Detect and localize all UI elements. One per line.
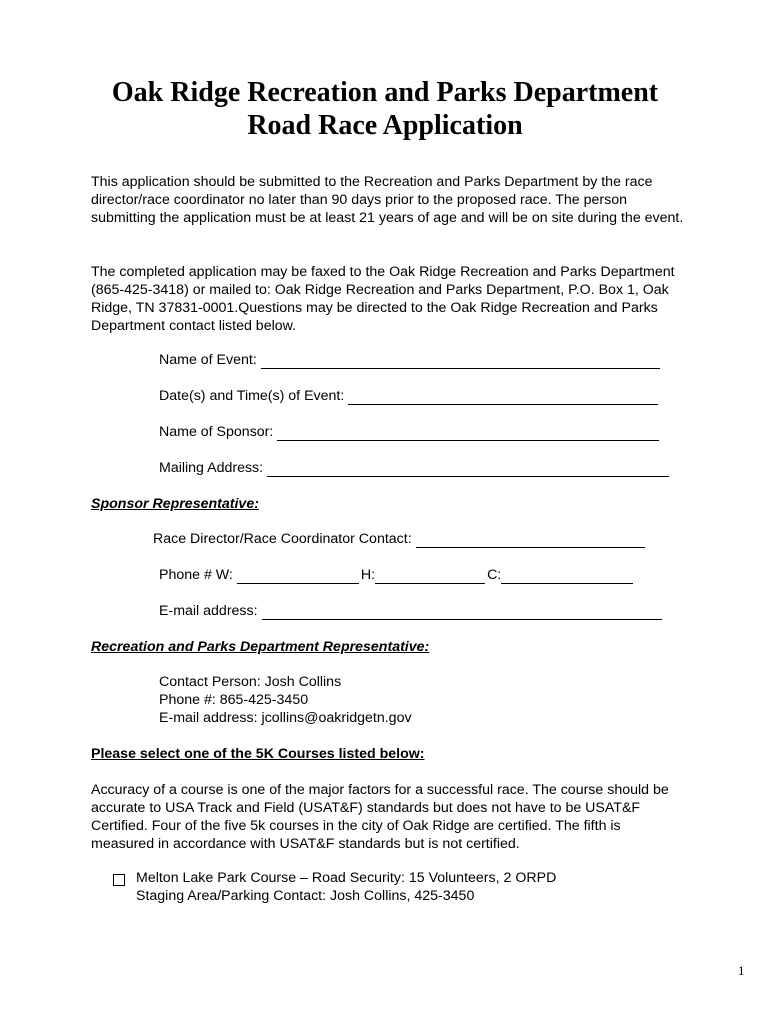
email-input-line[interactable] bbox=[262, 605, 662, 620]
melton-lake-course-line1: Melton Lake Park Course – Road Security: 15 Volunteers, 2 ORPD bbox=[136, 870, 557, 886]
page-number: 1 bbox=[738, 963, 745, 978]
courses-paragraph: Accuracy of a course is one of the major factors for a successful race. The course should be accurate to USA Track and Field (USAT&F) standards but does not have to be USAT&F Certified. Four of the five 5k courses in the city of Oak Ridge are certified. The fifth is measured in accordance with USAT&F standards but is not certified. bbox=[91, 782, 669, 852]
melton-lake-course-line2: Staging Area/Parking Contact: Josh Collins, 425-3450 bbox=[136, 888, 475, 904]
event-dates-input-line[interactable] bbox=[348, 390, 658, 405]
event-name-label: Name of Event: bbox=[159, 352, 257, 368]
phone-home-input-line[interactable] bbox=[375, 569, 485, 584]
mailing-address-label: Mailing Address: bbox=[159, 460, 264, 476]
sponsor-name-field bbox=[159, 423, 659, 441]
dept-contact-person: Contact Person: Josh Collins bbox=[159, 674, 342, 690]
mailing-address-input-line[interactable] bbox=[267, 462, 669, 477]
melton-lake-course-checkbox[interactable] bbox=[113, 874, 125, 886]
phone-field bbox=[159, 566, 633, 584]
coordinator-field bbox=[153, 530, 645, 548]
intro-paragraph-2: The completed application may be faxed to the Oak Ridge Recreation and Parks Department (865-425-3418) or mailed to: Oak Ridge Recreation and Parks Department, P.O. Box 1, Oak Ridge, TN 37831-0001.Questions may be directed to the Oak Ridge Recreation and Parks Department contact listed below. bbox=[91, 264, 675, 334]
dept-contact-phone: Phone #: 865-425-3450 bbox=[159, 692, 309, 708]
dept-contact-email: E-mail address: jcollins@oakridgetn.gov bbox=[159, 710, 412, 726]
dept-rep-heading: Recreation and Parks Department Representative: bbox=[91, 639, 430, 655]
phone-cell-input-line[interactable] bbox=[501, 569, 633, 584]
document-subtitle: Road Race Application bbox=[247, 110, 523, 141]
phone-home-label: H: bbox=[360, 567, 376, 583]
event-name-input-line[interactable] bbox=[261, 354, 660, 369]
coordinator-label: Race Director/Race Coordinator Contact: bbox=[153, 531, 412, 547]
sponsor-name-label: Name of Sponsor: bbox=[159, 424, 274, 440]
mailing-address-field bbox=[159, 459, 669, 477]
phone-work-label: Phone # W: bbox=[159, 567, 233, 583]
phone-work-input-line[interactable] bbox=[237, 569, 359, 584]
sponsor-rep-heading: Sponsor Representative: bbox=[91, 496, 259, 512]
event-name-field bbox=[159, 351, 660, 369]
sponsor-name-input-line[interactable] bbox=[277, 426, 659, 441]
phone-cell-label: C: bbox=[487, 567, 502, 583]
document-title: Oak Ridge Recreation and Parks Department bbox=[111, 77, 659, 108]
intro-paragraph-1: This application should be submitted to the Recreation and Parks Department by the race director/race coordinator no later than 90 days prior to the proposed race. The person submitting the application must be at least 21 years of age and will be on site during the event. bbox=[91, 174, 684, 226]
event-dates-field bbox=[159, 387, 658, 405]
event-dates-label: Date(s) and Time(s) of Event: bbox=[159, 388, 345, 404]
email-field bbox=[159, 602, 662, 620]
coordinator-input-line[interactable] bbox=[416, 533, 645, 548]
courses-heading: Please select one of the 5K Courses listed below: bbox=[91, 746, 425, 762]
email-label: E-mail address: bbox=[159, 603, 258, 619]
